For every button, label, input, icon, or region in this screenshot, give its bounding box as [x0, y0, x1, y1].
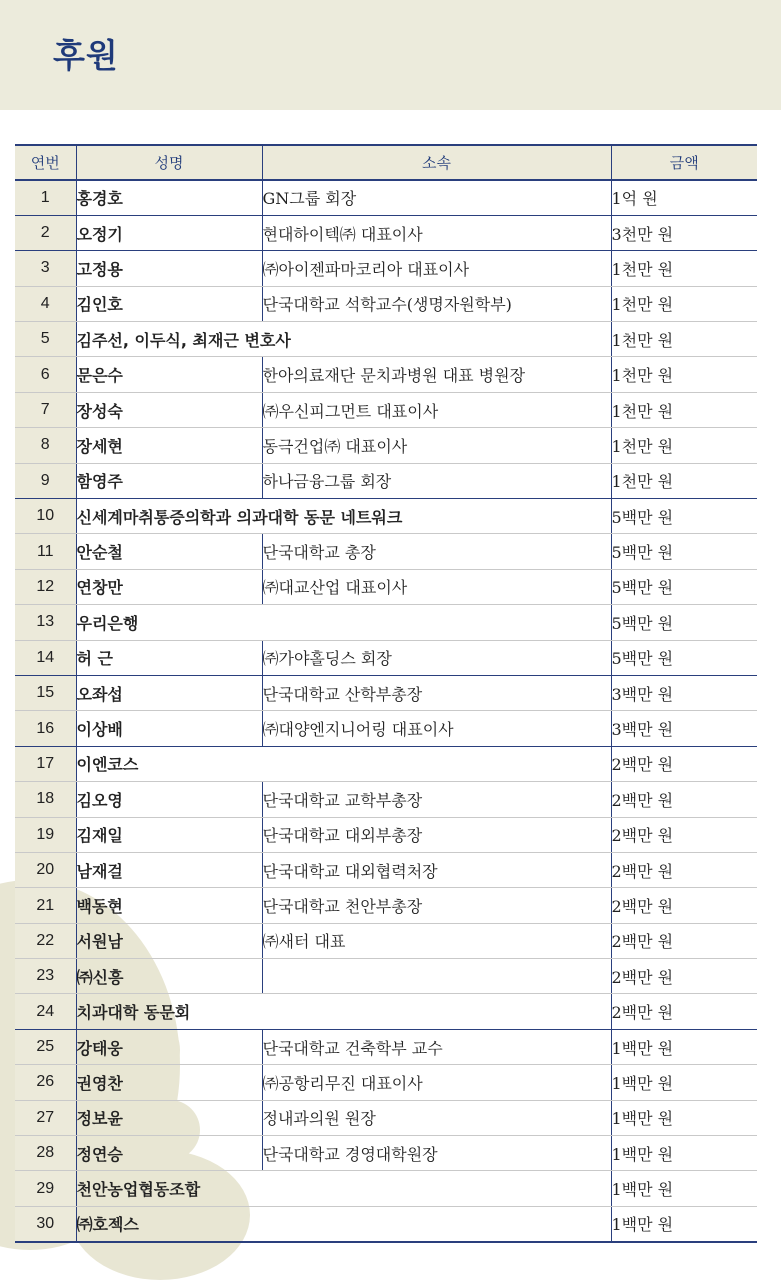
donor-name: 신세계마취통증의학과 의과대학 동문 네트워크	[76, 499, 611, 534]
donor-name: ㈜호젝스	[76, 1206, 611, 1241]
donor-affiliation: 단국대학교 대외부총장	[262, 817, 611, 852]
row-number: 20	[15, 852, 76, 887]
donor-affiliation: GN그룹 회장	[262, 180, 611, 215]
donation-amount: 1천만 원	[611, 322, 757, 357]
row-number: 5	[15, 322, 76, 357]
row-number: 27	[15, 1100, 76, 1135]
table-row	[15, 357, 757, 392]
donor-affiliation: 단국대학교 대외협력처장	[262, 852, 611, 887]
donor-name: 연창만	[76, 569, 262, 604]
donation-amount: 2백만 원	[611, 852, 757, 887]
table-row	[15, 994, 757, 1029]
table-row	[15, 675, 757, 710]
table-row	[15, 1100, 757, 1135]
donor-table	[15, 144, 757, 1243]
donor-name: 남재걸	[76, 852, 262, 887]
donor-affiliation: 단국대학교 천안부총장	[262, 888, 611, 923]
table-row	[15, 428, 757, 463]
donation-amount: 5백만 원	[611, 499, 757, 534]
donation-amount: 5백만 원	[611, 605, 757, 640]
donor-affiliation: ㈜대교산업 대표이사	[262, 569, 611, 604]
table-row	[15, 782, 757, 817]
row-number: 8	[15, 428, 76, 463]
donor-name: 김주선, 이두식, 최재근 변호사	[76, 322, 611, 357]
row-number: 16	[15, 711, 76, 746]
row-number: 17	[15, 746, 76, 781]
row-number: 13	[15, 605, 76, 640]
row-number: 2	[15, 215, 76, 250]
row-number: 3	[15, 251, 76, 286]
table-row	[15, 959, 757, 994]
row-number: 19	[15, 817, 76, 852]
table-row	[15, 1065, 757, 1100]
donor-affiliation: 단국대학교 교학부총장	[262, 782, 611, 817]
donor-affiliation: 단국대학교 경영대학원장	[262, 1136, 611, 1171]
donation-amount: 5백만 원	[611, 569, 757, 604]
row-number: 4	[15, 286, 76, 321]
row-number: 11	[15, 534, 76, 569]
donation-amount: 2백만 원	[611, 817, 757, 852]
table-row	[15, 499, 757, 534]
table-row	[15, 215, 757, 250]
donor-name: 이엔코스	[76, 746, 611, 781]
row-number: 22	[15, 923, 76, 958]
donor-affiliation: 현대하이텍㈜ 대표이사	[262, 215, 611, 250]
table-row	[15, 1136, 757, 1171]
donor-affiliation: ㈜가야홀딩스 회장	[262, 640, 611, 675]
row-number: 12	[15, 569, 76, 604]
table-row	[15, 746, 757, 781]
row-number: 18	[15, 782, 76, 817]
row-number: 15	[15, 675, 76, 710]
table-row	[15, 1029, 757, 1064]
column-header-affiliation: 소속	[262, 145, 611, 180]
donor-table-body	[15, 180, 757, 1242]
donor-affiliation: 정내과의원 원장	[262, 1100, 611, 1135]
donor-affiliation	[262, 959, 611, 994]
donation-amount: 1백만 원	[611, 1171, 757, 1206]
table-row	[15, 463, 757, 498]
row-number: 6	[15, 357, 76, 392]
donation-amount: 1천만 원	[611, 392, 757, 427]
donation-amount: 1억 원	[611, 180, 757, 215]
donation-amount: 1백만 원	[611, 1136, 757, 1171]
donor-affiliation: 단국대학교 석학교수(생명자원학부)	[262, 286, 611, 321]
donation-amount: 5백만 원	[611, 640, 757, 675]
row-number: 7	[15, 392, 76, 427]
table-row	[15, 1206, 757, 1241]
donor-name: 강태웅	[76, 1029, 262, 1064]
table-header-row	[15, 145, 757, 180]
donation-amount: 1백만 원	[611, 1100, 757, 1135]
donation-amount: 1천만 원	[611, 428, 757, 463]
donor-affiliation: 동극건업㈜ 대표이사	[262, 428, 611, 463]
donation-amount: 1천만 원	[611, 251, 757, 286]
donor-name: 오정기	[76, 215, 262, 250]
donation-amount: 2백만 원	[611, 959, 757, 994]
donation-amount: 1백만 원	[611, 1206, 757, 1241]
donor-name: 문은수	[76, 357, 262, 392]
row-number: 1	[15, 180, 76, 215]
table-row	[15, 923, 757, 958]
page-title: 후원	[53, 36, 119, 75]
donation-amount: 5백만 원	[611, 534, 757, 569]
donation-amount: 2백만 원	[611, 994, 757, 1029]
table-row	[15, 180, 757, 215]
table-row	[15, 534, 757, 569]
donor-name: 백동현	[76, 888, 262, 923]
donor-name: 우리은행	[76, 605, 611, 640]
donor-affiliation: ㈜새터 대표	[262, 923, 611, 958]
donation-amount: 1백만 원	[611, 1065, 757, 1100]
donation-amount: 2백만 원	[611, 782, 757, 817]
donor-name: 고정용	[76, 251, 262, 286]
donor-affiliation: ㈜대양엔지니어링 대표이사	[262, 711, 611, 746]
table-row	[15, 251, 757, 286]
donor-name: 이상배	[76, 711, 262, 746]
column-header-amount: 금액	[611, 145, 757, 180]
row-number: 30	[15, 1206, 76, 1241]
page-header	[0, 0, 781, 110]
row-number: 14	[15, 640, 76, 675]
donor-affiliation: ㈜공항리무진 대표이사	[262, 1065, 611, 1100]
row-number: 24	[15, 994, 76, 1029]
donation-amount: 1백만 원	[611, 1029, 757, 1064]
table-row	[15, 852, 757, 887]
donor-affiliation: ㈜아이젠파마코리아 대표이사	[262, 251, 611, 286]
donor-name: 서원남	[76, 923, 262, 958]
donor-name: 권영찬	[76, 1065, 262, 1100]
row-number: 9	[15, 463, 76, 498]
row-number: 10	[15, 499, 76, 534]
row-number: 21	[15, 888, 76, 923]
donor-name: 정연승	[76, 1136, 262, 1171]
table-row	[15, 392, 757, 427]
donor-name: 안순철	[76, 534, 262, 569]
donor-name: 김오영	[76, 782, 262, 817]
donor-affiliation: 한아의료재단 문치과병원 대표 병원장	[262, 357, 611, 392]
donor-affiliation: ㈜우신피그먼트 대표이사	[262, 392, 611, 427]
donation-amount: 2백만 원	[611, 923, 757, 958]
donor-name: 천안농업협동조합	[76, 1171, 611, 1206]
donor-name: 치과대학 동문회	[76, 994, 611, 1029]
donor-affiliation: 단국대학교 건축학부 교수	[262, 1029, 611, 1064]
donation-amount: 3백만 원	[611, 675, 757, 710]
table-row	[15, 1171, 757, 1206]
row-number: 28	[15, 1136, 76, 1171]
donor-name: 홍경호	[76, 180, 262, 215]
row-number: 26	[15, 1065, 76, 1100]
donor-name: ㈜신흥	[76, 959, 262, 994]
donor-name: 김인호	[76, 286, 262, 321]
donor-name: 정보윤	[76, 1100, 262, 1135]
donor-name: 김재일	[76, 817, 262, 852]
donation-amount: 2백만 원	[611, 746, 757, 781]
donation-amount: 3백만 원	[611, 711, 757, 746]
donation-amount: 2백만 원	[611, 888, 757, 923]
column-header-name: 성명	[76, 145, 262, 180]
donor-affiliation: 단국대학교 총장	[262, 534, 611, 569]
donation-amount: 1천만 원	[611, 463, 757, 498]
donor-name: 함영주	[76, 463, 262, 498]
table-row	[15, 888, 757, 923]
table-row	[15, 817, 757, 852]
donor-name: 오좌섭	[76, 675, 262, 710]
donation-amount: 3천만 원	[611, 215, 757, 250]
donor-name: 장성숙	[76, 392, 262, 427]
donor-affiliation: 하나금융그룹 회장	[262, 463, 611, 498]
donation-amount: 1천만 원	[611, 357, 757, 392]
table-row	[15, 569, 757, 604]
table-row	[15, 322, 757, 357]
row-number: 29	[15, 1171, 76, 1206]
table-row	[15, 286, 757, 321]
table-row	[15, 711, 757, 746]
donor-name: 장세현	[76, 428, 262, 463]
column-header-no: 연번	[15, 145, 76, 180]
row-number: 25	[15, 1029, 76, 1064]
table-row	[15, 640, 757, 675]
donor-name: 허 근	[76, 640, 262, 675]
row-number: 23	[15, 959, 76, 994]
donor-affiliation: 단국대학교 산학부총장	[262, 675, 611, 710]
donation-amount: 1천만 원	[611, 286, 757, 321]
table-row	[15, 605, 757, 640]
